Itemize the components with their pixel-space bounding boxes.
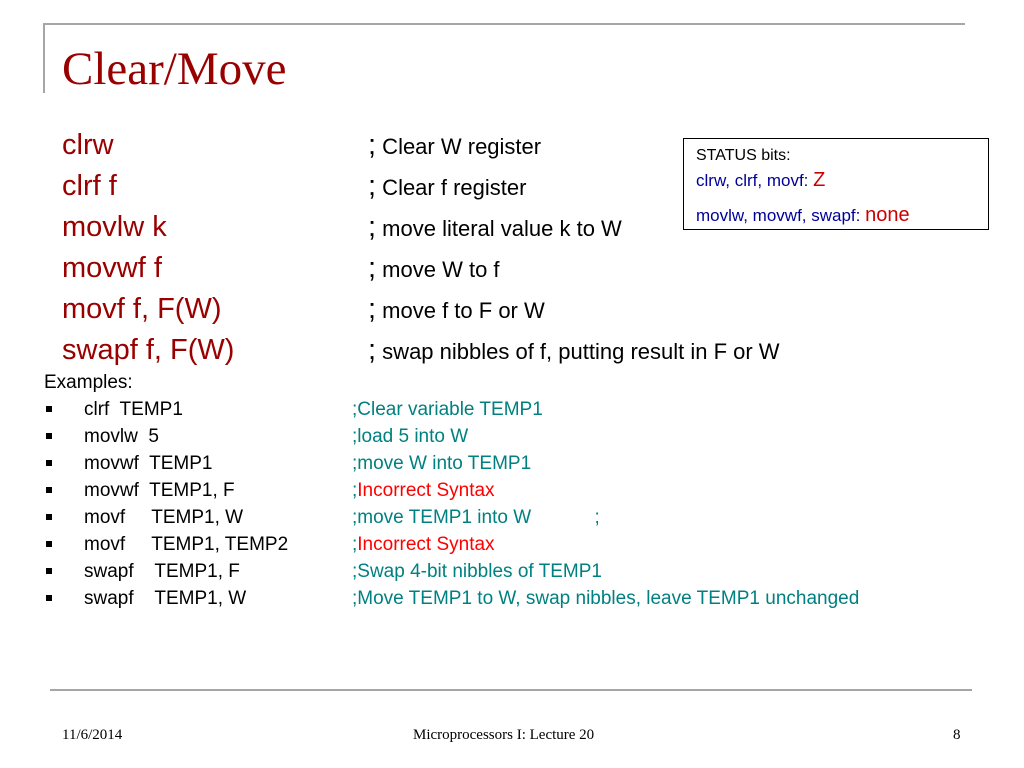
instruction-comment (368, 213, 622, 242)
example-comment-text: ;Swap 4-bit nibbles of TEMP1 (352, 561, 602, 582)
example-comment-text: ;move W into TEMP1 (352, 453, 532, 474)
bullet-icon (46, 433, 52, 439)
instruction-code: movlw k (62, 211, 167, 243)
bullet-icon (46, 595, 52, 601)
example-semicolon: ; (352, 480, 358, 501)
instruction-comment (368, 131, 541, 160)
instruction-code: movf f, F(W) (62, 293, 222, 325)
example-comment-text: ;move TEMP1 into W (352, 507, 532, 528)
status-bits-value: none (865, 204, 910, 226)
example-comment-tail: ; (531, 507, 600, 528)
comment-semicolon: ; (368, 129, 377, 161)
examples-label: Examples: (44, 372, 133, 393)
example-code: movf TEMP1, TEMP2 (84, 534, 289, 555)
example-comment (352, 535, 495, 554)
slide-frame-left-rule (43, 23, 45, 93)
example-code: clrf TEMP1 (84, 399, 183, 420)
comment-semicolon: ; (368, 252, 377, 284)
bullet-icon (46, 406, 52, 412)
example-semicolon: ; (352, 534, 358, 555)
instruction-comment (368, 295, 545, 324)
status-bits-heading: STATUS bits: (696, 147, 791, 164)
example-comment (352, 589, 859, 608)
example-error-text: Incorrect Syntax (357, 480, 495, 501)
comment-semicolon: ; (368, 170, 377, 202)
list-item (44, 454, 1004, 478)
list-item (44, 562, 1004, 586)
list-item (44, 427, 1004, 451)
example-comment (352, 508, 600, 527)
example-code: movwf TEMP1 (84, 453, 213, 474)
example-comment (352, 481, 495, 500)
instruction-code: movwf f (62, 252, 162, 284)
comment-semicolon: ; (368, 293, 377, 325)
footer-title: Microprocessors I: Lecture 20 (413, 727, 595, 743)
comment-text: Clear W register (376, 134, 542, 159)
status-bits-label: movlw, movwf, swapf: (696, 206, 866, 225)
instruction-code: clrw (62, 129, 114, 161)
status-bits-label: clrw, clrf, movf: (696, 171, 814, 190)
footer-page-number: 8 (953, 727, 961, 743)
comment-text: Clear f register (376, 175, 527, 200)
status-bits-line-2 (696, 205, 910, 225)
comment-semicolon: ; (368, 334, 377, 366)
comment-text: move f to F or W (376, 298, 545, 323)
bullet-icon (46, 460, 52, 466)
example-code: movwf TEMP1, F (84, 480, 235, 501)
example-code: movlw 5 (84, 426, 159, 447)
instruction-code: clrf f (62, 170, 117, 202)
instruction-code: swapf f, F(W) (62, 334, 235, 366)
instruction-comment (368, 172, 526, 201)
example-comment (352, 562, 602, 581)
footer-date: 11/6/2014 (62, 727, 123, 743)
comment-text: move W to f (376, 257, 500, 282)
bullet-icon (46, 514, 52, 520)
example-comment-text: ;Move TEMP1 to W, swap nibbles, leave TEMP1 unchanged (352, 588, 860, 609)
example-comment-text: ;Clear variable TEMP1 (352, 399, 543, 420)
comment-text: swap nibbles of f, putting result in F or W (376, 339, 780, 364)
example-comment-text: ;load 5 into W (352, 426, 469, 447)
list-item (44, 535, 1004, 559)
bullet-icon (46, 487, 52, 493)
list-item (44, 481, 1004, 505)
comment-semicolon: ; (368, 211, 377, 243)
example-comment (352, 400, 543, 419)
list-item (44, 589, 1004, 613)
bullet-icon (46, 541, 52, 547)
example-code: swapf TEMP1, W (84, 588, 247, 609)
status-bits-line-1 (696, 170, 825, 190)
footer-rule (50, 689, 972, 691)
list-item (44, 508, 1004, 532)
instruction-comment (368, 254, 500, 283)
slide-frame-top-rule (43, 23, 965, 25)
example-error-text: Incorrect Syntax (357, 534, 495, 555)
example-code: movf TEMP1, W (84, 507, 244, 528)
example-comment (352, 427, 468, 446)
instruction-comment (368, 336, 780, 365)
status-bits-value: Z (813, 169, 826, 191)
example-code: swapf TEMP1, F (84, 561, 240, 582)
comment-text: move literal value k to W (376, 216, 622, 241)
example-comment (352, 454, 531, 473)
list-item (44, 400, 1004, 424)
status-bits-box (683, 138, 989, 230)
slide-title: Clear/Move (62, 43, 287, 95)
bullet-icon (46, 568, 52, 574)
